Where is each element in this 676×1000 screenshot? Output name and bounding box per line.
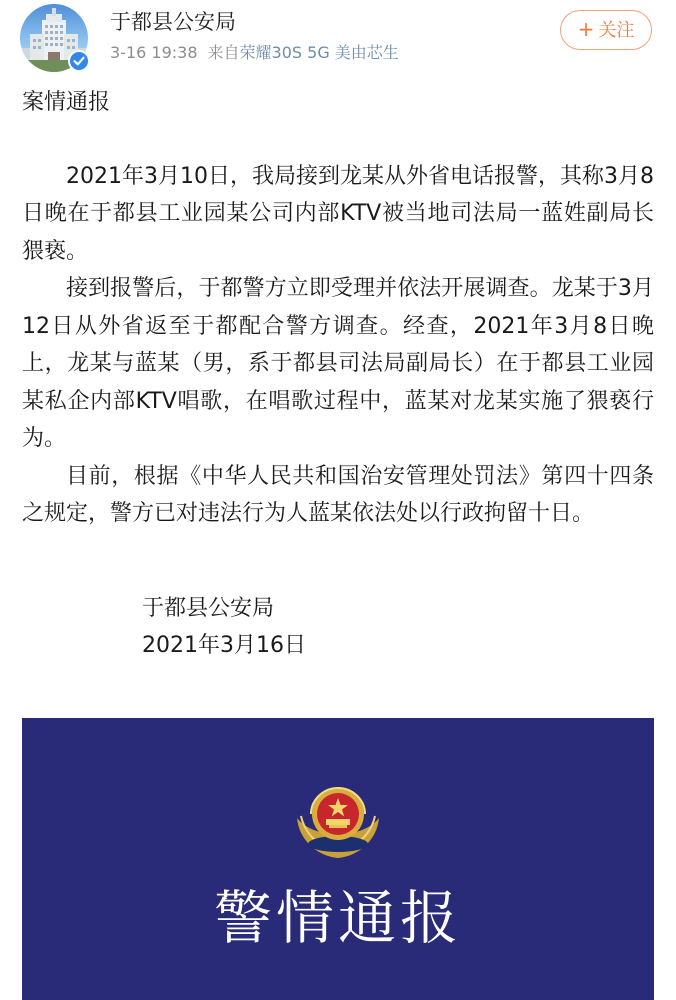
post-time: 3-16 19:38 — [110, 43, 198, 62]
follow-label: 关注 — [598, 20, 635, 41]
post-header — [0, 0, 676, 80]
paragraph: 接到报警后，于都警方立即受理并依法开展调查。龙某于3月12日从外省返至于都配合警方调查。经查，2021年3月8日晚上，龙某与蓝某（男，系于都县司法局副局长）在于都县工业园某私企内部KTV唱歌，在唱歌过程中，蓝某对龙某实施了猥亵行为。 — [22, 276, 654, 451]
banner-title: 警情通报 — [213, 884, 462, 952]
source-prefix: 来自 — [207, 43, 240, 62]
device-link[interactable]: 荣耀30S 5G 美由芯生 — [239, 43, 399, 62]
post-image[interactable] — [22, 718, 654, 1000]
signature-org: 于都县公安局 — [142, 595, 275, 621]
follow-button[interactable] — [560, 10, 652, 50]
plus-icon: + — [577, 17, 595, 41]
post-meta — [110, 42, 399, 64]
signature-date: 2021年3月16日 — [142, 633, 306, 658]
post-title: 案情通报 — [22, 90, 111, 115]
verified-badge-icon — [68, 50, 90, 72]
author-name[interactable]: 于都县公安局 — [110, 10, 236, 34]
paragraph: 目前，根据《中华人民共和国治安管理处罚法》第四十四条之规定，警方已对违法行为人蓝某依法处以行政拘留十日。 — [22, 463, 654, 526]
post-body — [22, 84, 654, 665]
paragraph: 2021年3月10日，我局接到龙某从外省电话报警，其称3月8日晚在于都县工业园某公司内部KTV被当地司法局一蓝姓副局长猥亵。 — [22, 163, 654, 264]
police-emblem-icon — [291, 778, 385, 862]
